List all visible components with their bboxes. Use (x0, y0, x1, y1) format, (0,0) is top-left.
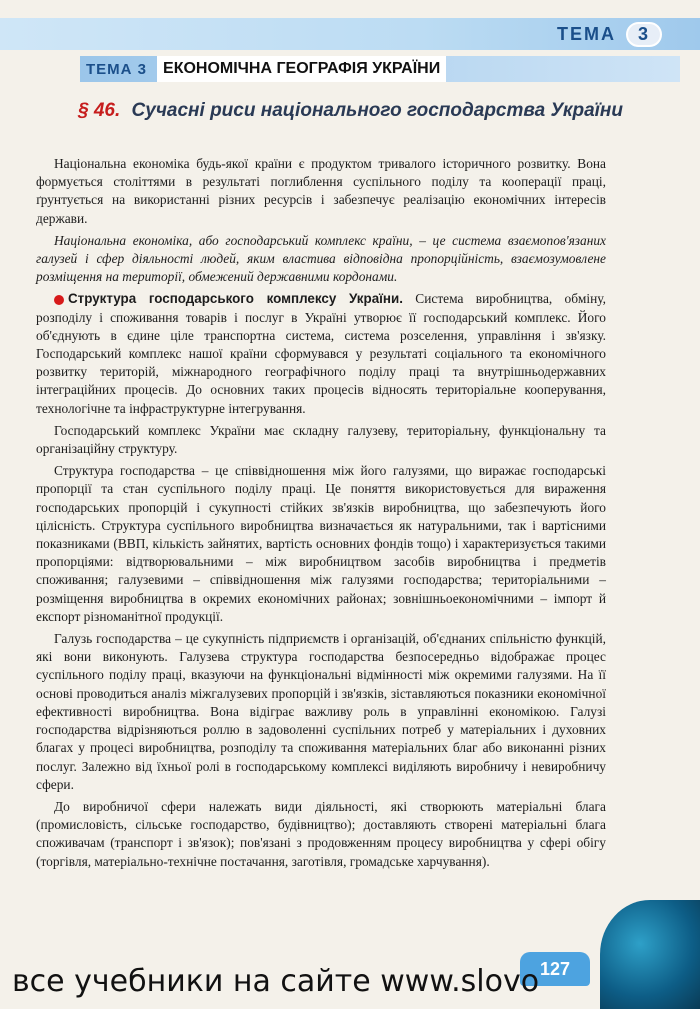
top-band (0, 18, 700, 50)
section-title (78, 100, 638, 122)
chapter-theme-label: ТЕМА 3 (86, 60, 148, 78)
paragraph-industry: Галузь господарства – це сукупність підприємств і організацій, об'єднаних спільністю функцій, які вони виконують. Галузева структура господарства безпосередньо відображає процес суспільного поділу праці, вказуючи на функціональні відмінності між окремими галузями. На її основі проводиться аналіз міжгалузевих пропорцій і зв'язків, зіставляються показники економічної ефективності виробництва. Вона відіграє важливу роль в управлінні економікою. Галузі господарства відрізняються роллю в задоволенні суспільних потреб у матеріальних і духовних благах у процесі виробництва, розподілу та споживання матеріальних благ або виконанні різних послуг. Залежно від їхньої ролі в господарському комплексі виділяють виробничу і невиробничу сфери. (36, 631, 606, 792)
section-title-text: Сучасні риси національного господарства України (131, 100, 624, 121)
page-body (36, 155, 606, 875)
theme-tab-label: ТЕМА (556, 23, 616, 44)
paragraph-intro: Національна економіка будь-якої країни є продуктом тривалого історичного розвитку. Вона формується століттями в результаті поглиблення суспільного поділу та кооперації праці, ґрунтується на використанні різних ресурсів і забезпечує реалізацію економічних інтересів держави. (36, 156, 606, 226)
red-bullet-icon (54, 295, 64, 305)
theme-tab-number: 3 (626, 22, 662, 47)
subheading-structure: Структура господарського комплексу України. (68, 291, 403, 307)
chapter-title: ЕКОНОМІЧНА ГЕОГРАФІЯ УКРАЇНИ (157, 56, 446, 82)
footer-watermark-text: все учебники на сайте www.slovo (12, 964, 540, 999)
definition-national-economy: Національна економіка, або господарський комплекс країни, – це система взаємопов'язаних галузей і сфер діяльності людей, яким властива відповідна пропорційність, взаємозумовлене розміщення на території, обмежений державними кордонами. (36, 232, 606, 285)
paragraph-complex-structure: Господарський комплекс України має складну галузеву, територіальну, функціональну та організаційну структуру. (36, 422, 606, 457)
theme-tab (547, 20, 672, 48)
paragraph-structure (36, 290, 606, 417)
paragraph-production-sphere: До виробничої сфери належать види діяльності, які створюють матеріальні блага (промисловість, сільське господарство, будівництво); доставляють створені матеріальні блага споживачам (транспорт і зв'язок); пов'язані з продовженням процесу виробництва у сфері обігу (торгівля, матеріально-технічне постачання, заготівля, громадське харчування). (36, 798, 606, 869)
section-number: § 46. (78, 100, 121, 121)
paragraph-structure-text: Система виробництва, обміну, розподілу і споживання товарів і послуг в Україні утворює її господарський комплекс. Його об'єднують в єдине ціле транспортна система, система розселення, управління і зв'язку. Господарський комплекс нашої країни сформувався у результаті соціального та економічного розвитку територій, міжнародного географічного поділу праці та внутрішньодержавних інтеграційних процесів. До основних таких процесів відносять територіальне кооперування, технологічне та інфраструктурне інтегрування. (36, 291, 606, 416)
paragraph-economy-structure: Структура господарства – це співвідношення між його галузями, що виражає господарські пропорції та стан суспільного поділу праці. Це поняття використовується для вираження господарських пропорцій і сукупності стійких зв'язків виробництва, що забезпечують його цілісність. Структура суспільного виробництва визначається як натуральними, так і вартісними показниками (ВВП, кількість зайнятих, вартість основних фондів тощо) і характеризується такими пропорціями: відтворювальними – між виробництвом засобів виробництва і предметів споживання; галузевими – співвідношення між галузями господарства; територіальними – розміщення виробництва в окремих економічних районах; зовнішньоекономічними – імпорт й експорт різноманітної продукції. (36, 463, 606, 624)
chapter-header (80, 56, 680, 82)
page-number: 127 (520, 952, 590, 986)
